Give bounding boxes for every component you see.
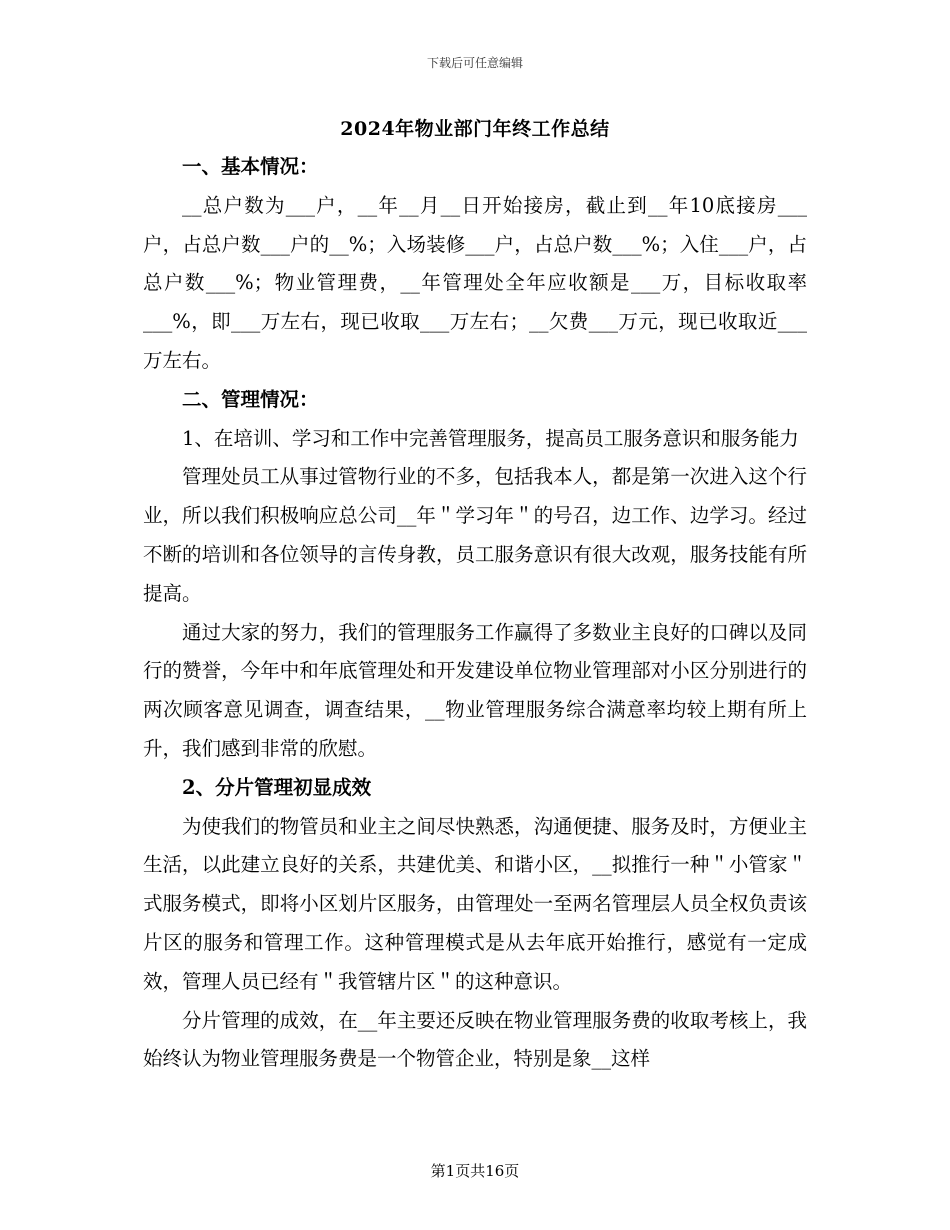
paragraph: 通过大家的努力，我们的管理服务工作赢得了多数业主良好的口碑以及同行的赞誉，今年中和年底管理处和开发建设单位物业管理部对小区分别进行的两次顾客意见调查，调查结果，__物业管理服务综合满意率均较上期有所上升，我们感到非常的欣慰。 <box>143 620 807 760</box>
document-body <box>143 148 807 1079</box>
paragraph: 管理处员工从事过管物行业的不多，包括我本人，都是第一次进入这个行业，所以我们积极响应总公司__年＂学习年＂的号召，边工作、边学习。经过不断的培训和各位领导的言传身教，员工服务意识有很大改观，服务技能有所提高。 <box>143 465 807 605</box>
paragraph: 1、在培训、学习和工作中完善管理服务，提高员工服务意识和服务能力 <box>182 426 799 450</box>
paragraph: __总户数为___户，__年__月__日开始接房，截止到__年10底接房___户，占总户数___户的__%；入场装修___户，占总户数___%；入住___户，占总户数___%；物业管理费，__年管理处全年应收额是___万，目标收取率___%，即___万左右，现已收取___万左右；__欠费___万元，现已收取近___万左右。 <box>143 193 807 372</box>
paragraph: 为使我们的物管员和业主之间尽快熟悉，沟通便捷、服务及时，方便业主生活，以此建立良好的关系，共建优美、和谐小区，__拟推行一种＂小管家＂式服务模式，即将小区划片区服务，由管理处一至两名管理层人员全权负责该片区的服务和管理工作。这种管理模式是从去年底开始推行，感觉有一定成效，管理人员已经有＂我管辖片区＂的这种意识。 <box>143 814 807 993</box>
paragraph: 分片管理的成效，在__年主要还反映在物业管理服务费的收取考核上，我始终认为物业管理服务费是一个物管企业，特别是象__这样 <box>143 1008 807 1071</box>
document-title: 2024年物业部门年终工作总结 <box>340 118 610 140</box>
section-heading: 一、基本情况： <box>182 155 319 178</box>
page-footer: 第1页共16页 <box>430 1162 520 1180</box>
subsection-heading: 2、分片管理初显成效 <box>182 775 372 799</box>
header-note: 下载后可任意编辑 <box>426 56 523 70</box>
section-heading: 二、管理情况： <box>182 387 319 411</box>
